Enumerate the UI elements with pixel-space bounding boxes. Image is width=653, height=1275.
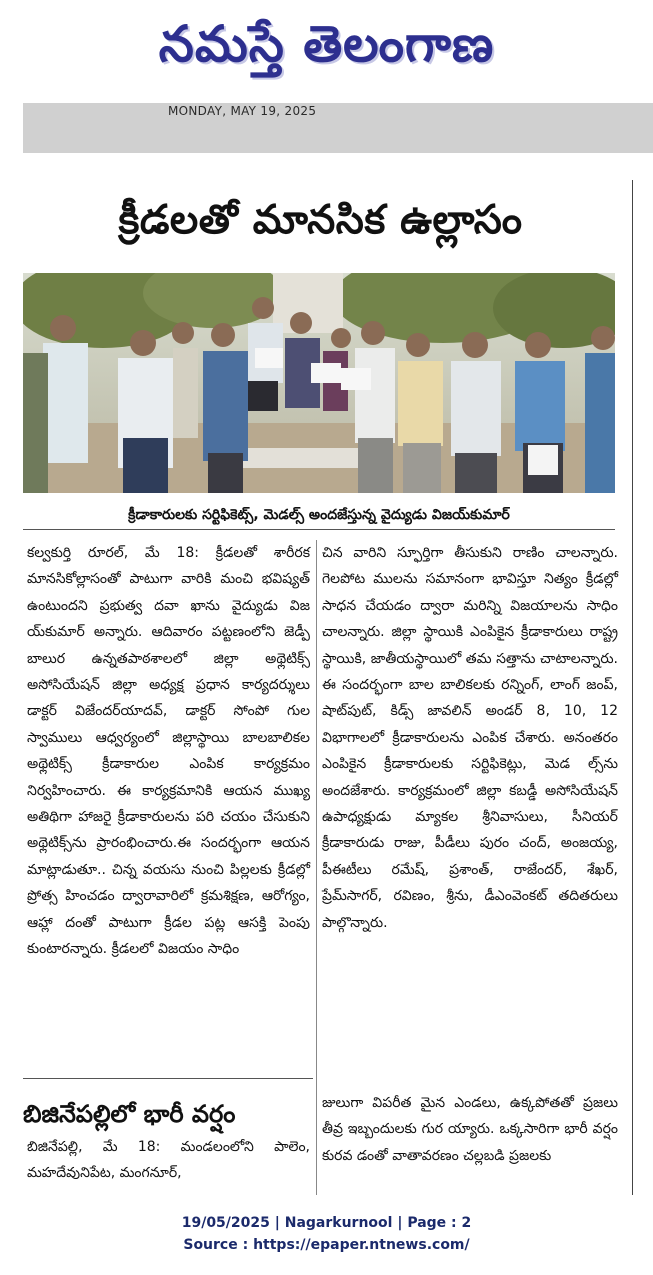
footer-source: Source : https://epaper.ntnews.com/ [183, 1237, 470, 1253]
footer-edition-info: 19/05/2025 | Nagarkurnool | Page : 2 [181, 1215, 472, 1231]
article-headline: క్రీడలతో మానసిక ఉల్లాసం [118, 197, 523, 243]
page-footer [0, 1212, 653, 1256]
brief-column-1 [27, 1134, 310, 1187]
right-rule [632, 180, 633, 1195]
article-column-2 [322, 540, 618, 936]
article-column-1 [27, 540, 310, 963]
newspaper-logo: నమస్తే తెలంగాణ [158, 15, 495, 73]
article-photo [23, 273, 615, 493]
athletes-group-photo [23, 273, 615, 493]
masthead [0, 0, 653, 100]
article-body-text-2: చిన వారిని స్ఫూర్తిగా తీసుకుని రాణిం చాలన్నారు. గెలపోట ములను సమానంగా భావిస్తూ నిత్యం క్రీడల్లో సాధన చేయడం ద్వారా మరిన్ని విజయాలను సాధిం చాలన్నారు. జిల్లా స్థాయికి ఎంపికైన క్రీడాకారులు రాష్ట్ర స్థాయికి, జాతీయస్థాయిలో తమ సత్తాను చాటాలన్నారు. ఈ సందర్భంగా బాల బాలికలకు రన్నింగ్, లాంగ్ జంప్, షాట్‌పుట్, కిడ్స్ జావలిన్ అండర్ 8, 10, 12 విభాగాలలో క్రీడాకారులను ఎంపిక చేశారు. అనంతరం ఎంపికైన క్రీడాకారులకు సర్టిఫికెట్లు, మెడ ల్స్‌ను అందజేశారు. కార్యక్రమంలో జిల్లా కబడ్డీ అసోసియేషన్ ఉపాధ్యక్షుడు మ్యాకల శ్రీనివాసులు, సీనియర్ క్రీడాకారుడు రాజు, పీడీలు పురం చంద్, అంజయ్య, పీఈటీలు రమేష్, ప్రశాంత్, రాజేందర్, శేఖర్, ప్రేమ్‌సాగర్, రవిణం, శ్రీను, డీఎంవెంకట్ తదితరులు పాల్గొన్నారు. [322, 545, 618, 931]
brief-column-2 [322, 1090, 618, 1169]
section-divider [23, 1078, 313, 1079]
brief-body-text-2: జులుగా విపరీత మైన ఎండలు, ఉక్కపోతతో ప్రజలు తీవ్ర ఇబ్బందులకు గుర య్యారు. ఒక్కసారిగా భారీ వర్షం కురవ డంతో వాతావరణం చల్లబడి ప్రజలకు [322, 1095, 618, 1164]
brief-headline: బిజినేపల్లిలో భారీ వర్షం [23, 1100, 236, 1128]
edition-date: MONDAY, MAY 19, 2025 [168, 104, 317, 118]
photo-caption: క్రీడాకారులకు సర్టిఫికెట్స్, మెడల్స్ అందజేస్తున్న వైద్యుడు విజయ్‌కుమార్ [23, 500, 615, 530]
brief-body-text-1: బిజినేపల్లి, మే 18: మండలంలోని పాలెం, మహదేవునిపేట, మంగనూర్, [27, 1139, 310, 1182]
date-band [23, 103, 653, 153]
column-divider [316, 540, 317, 1195]
article-body-text-1: కల్వకుర్తి రూరల్, మే 18: క్రీడలతో శారీరక మానసికోల్లాసంతో పాటుగా వారికి మంచి భవిష్యత్ ఉంటుందని ప్రభుత్వ దవా ఖాను వైద్యుడు విజ య్‌కుమార్ అన్నారు. ఆదివారం పట్టణంలోని జెడ్పీ బాలుర ఉన్నతపాఠశాలలో జిల్లా అథ్లెటిక్స్ అసోసియేషన్ జిల్లా అధ్యక్ష ప్రధాన కార్యదర్శులు డాక్టర్ విజేందర్‌యాదవ్, డాక్టర్ సోంపో గుల స్వాములు ఆధ్వర్యంలో జిల్లాస్థాయి బాలబాలికల అథ్లెటిక్స్ క్రీడాకారుల ఎంపిక కార్యక్రమం నిర్వహించారు. ఈ కార్యక్రమానికి ఆయన ముఖ్య అతిథిగా హాజరై క్రీడాకారులను పరి చయం చేసుకుని అథ్లెటిక్స్‌ను ప్రారంభించారు.ఈ సందర్భంగా ఆయన మాట్లాడుతూ.. చిన్న వయసు నుంచి పిల్లలకు క్రీడల్లో ప్రోత్స హించడం ద్వారావారిలో క్రమశిక్షణ, ఆరోగ్యం, ఆహ్లా దంతో పాటుగా క్రీడల పట్ల ఆసక్తి పెంపు కుంటారన్నారు. క్రీడలలో విజయం సాధిం [27, 545, 310, 958]
